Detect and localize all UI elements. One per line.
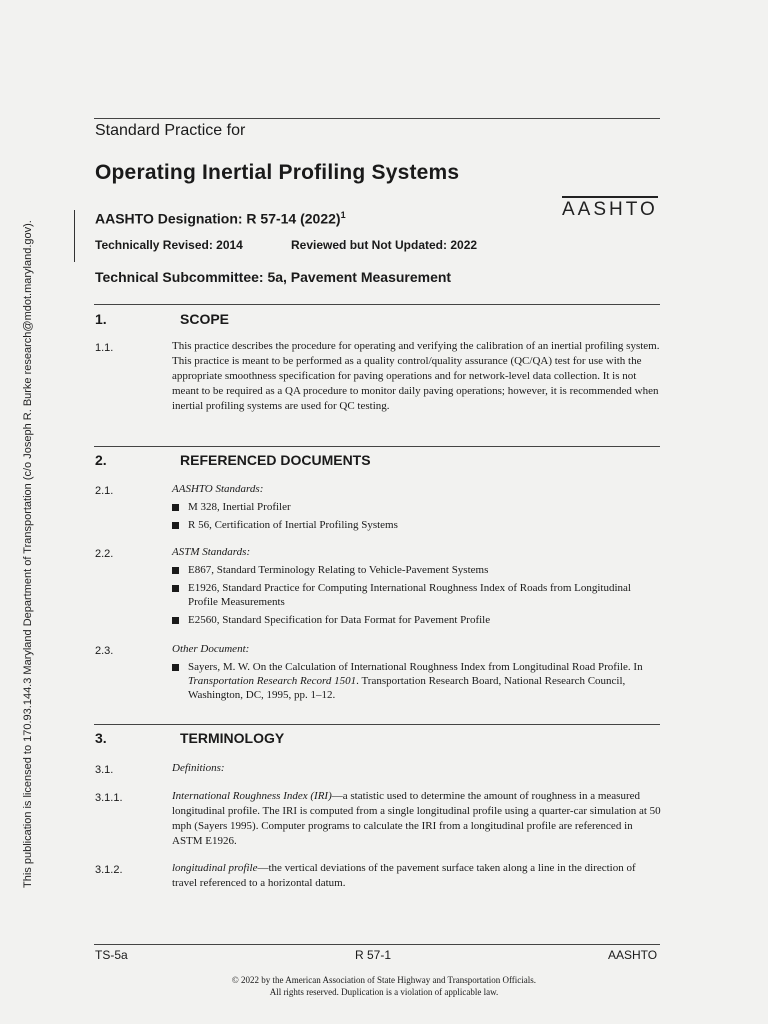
- footer-publisher: AASHTO: [608, 948, 658, 962]
- pretitle: Standard Practice for: [95, 122, 246, 139]
- logo-line: [562, 196, 658, 198]
- list-item-text: E867, Standard Terminology Relating to Vehicle-Pavement Systems: [188, 564, 489, 576]
- bullet-icon: [172, 664, 179, 671]
- reference-group: [172, 545, 662, 631]
- copyright-line: © 2022 by the American Association of State Highway and Transportation Officials.: [231, 975, 537, 985]
- license-side-note: This publication is licensed to 170.93.144.3 Maryland Department of Transportation (c/o Joseph R. Burke research@mdot.maryland.gov).: [22, 220, 34, 888]
- reference-list: [172, 500, 662, 532]
- definition: [172, 861, 662, 891]
- paragraph-number: 3.1.2.: [95, 864, 123, 876]
- section-number: 1.: [95, 311, 107, 327]
- footer-subcommittee: TS-5a: [95, 948, 128, 962]
- definition-term: longitudinal profile: [172, 862, 258, 874]
- section-title: SCOPE: [180, 311, 230, 327]
- reference-list: [172, 563, 662, 627]
- aashto-logo: [562, 196, 658, 220]
- citation-text: Sayers, M. W. On the Calculation of International Roughness Index from Longitudinal Road Profile. In: [188, 661, 643, 673]
- definition-text: —a statistic used to determine the amount of roughness in a measured longitudinal profile. The IRI is computed from a single longitudinal profile using a quarter-car simulation at 50 mph (Sayers 1995). Computer programs to calculate the IRI from a longitudinal profile are referenced in ASTM E1926.: [172, 790, 661, 847]
- section-rule: [94, 724, 660, 725]
- page-number: R 57-1: [355, 948, 392, 962]
- section-rule: [94, 446, 660, 447]
- definition-text: —the vertical deviations of the pavement surface taken along a line in the direction of travel referenced to a horizontal datum.: [172, 862, 636, 889]
- bullet-icon: [172, 567, 179, 574]
- citation-source: Transportation Research Record 1501: [188, 675, 357, 687]
- list-item: [172, 660, 662, 702]
- reference-group: [172, 642, 662, 706]
- definition: [172, 789, 662, 849]
- paragraph-number: 2.2.: [95, 548, 114, 560]
- page-title: Operating Inertial Profiling Systems: [95, 161, 460, 184]
- list-item: [172, 613, 662, 627]
- list-item: [172, 500, 662, 514]
- reference-group: [172, 482, 662, 536]
- reviewed-date: Reviewed but Not Updated: 2022: [291, 238, 478, 252]
- section-number: 3.: [95, 730, 107, 746]
- designation-footnote-mark: 1: [340, 210, 346, 220]
- citation-details: . Transportation Research Board, National Research Council, Washington, DC, 1995, pp. 1–12.: [188, 675, 626, 701]
- list-item-text: E2560, Standard Specification for Data Format for Pavement Profile: [188, 614, 491, 626]
- top-rule: [94, 118, 660, 119]
- copyright-line: All rights reserved. Duplication is a violation of applicable law.: [269, 987, 499, 997]
- list-item: [172, 581, 662, 609]
- logo-text: AASHTO: [562, 199, 658, 220]
- paragraph-number: 1.1.: [95, 342, 114, 354]
- section-rule: [94, 304, 660, 305]
- designation: [95, 210, 346, 227]
- reference-group-heading: Other Document:: [172, 643, 250, 655]
- section-number: 2.: [95, 452, 107, 468]
- paragraph-number: 2.3.: [95, 645, 114, 657]
- reference-list: [172, 660, 662, 702]
- bullet-icon: [172, 585, 179, 592]
- reference-group-heading: AASHTO Standards:: [172, 483, 264, 495]
- designation-text: AASHTO Designation: R 57-14 (2022): [95, 210, 341, 227]
- paragraph-text: Definitions:: [172, 762, 225, 774]
- list-item-text: M 328, Inertial Profiler: [188, 501, 291, 513]
- reference-group-heading: ASTM Standards:: [172, 546, 251, 558]
- subcommittee: Technical Subcommittee: 5a, Pavement Measurement: [95, 269, 452, 285]
- paragraph-text: This practice describes the procedure for operating and verifying the calibration of an inertial profiling system. This practice is meant to be performed as a quality control/quality assurance (QC/QA) test for use with the appropriate smoothness specification for paving operations and for network-level data collection. It is not meant to be required as a QA procedure to monitor daily paving operations; however, it is recommended when inertial profiling systems are used for QC testing.: [172, 340, 660, 412]
- list-item-text: E1926, Standard Practice for Computing International Roughness Index of Roads from Longitudinal Profile Measurements: [188, 582, 631, 608]
- revised-date: Technically Revised: 2014: [95, 238, 243, 252]
- margin-bar: [74, 210, 75, 262]
- list-item: [172, 518, 662, 532]
- paragraph-number: 3.1.: [95, 764, 114, 776]
- paragraph-number: 3.1.1.: [95, 792, 123, 804]
- bullet-icon: [172, 522, 179, 529]
- list-item-text: R 56, Certification of Inertial Profiling Systems: [188, 519, 398, 531]
- section-title: REFERENCED DOCUMENTS: [180, 452, 371, 468]
- list-item: [172, 563, 662, 577]
- paragraph-number: 2.1.: [95, 485, 114, 497]
- section-title: TERMINOLOGY: [180, 730, 285, 746]
- bullet-icon: [172, 617, 179, 624]
- definition-term: International Roughness Index (IRI): [172, 790, 332, 802]
- bullet-icon: [172, 504, 179, 511]
- copyright-notice: [0, 974, 768, 998]
- footer-rule: [94, 944, 660, 945]
